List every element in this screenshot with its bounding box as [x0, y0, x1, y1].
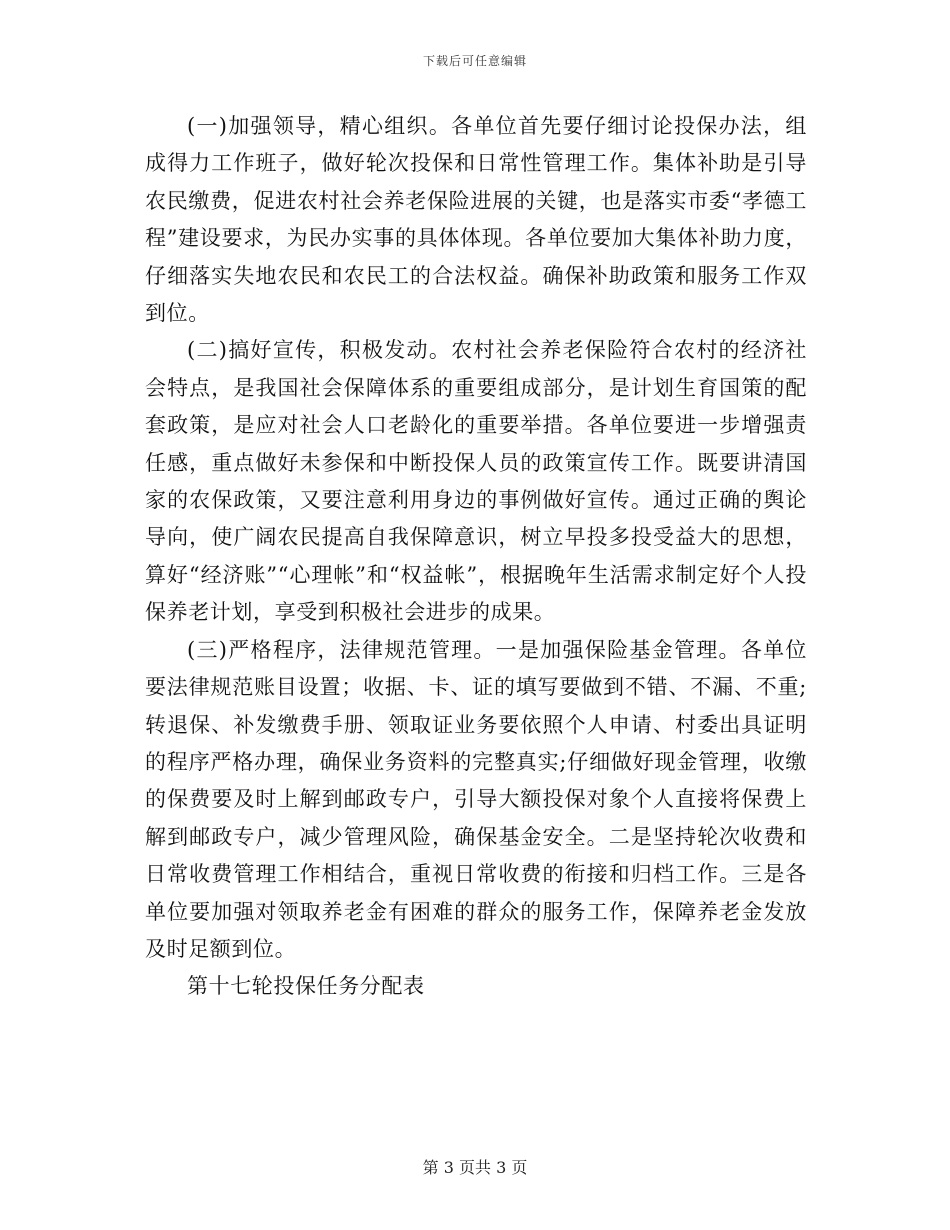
paragraph-one: (一)加强领导，精心组织。各单位首先要仔细讨论投保办法，组成得力工作班子，做好轮次投保和日常性管理工作。集体补助是引导农民缴费，促进农村社会养老保险进展的关键，也是落实市委“孝德工程”建设要求，为民办实事的具体体现。各单位要加大集体补助力度，仔细落实失地农民和农民工的合法权益。确保补助政策和服务工作双到位。 — [145, 114, 807, 326]
page-number-footer: 第 3 页共 3 页 — [422, 1158, 528, 1177]
paragraph-two: (二)搞好宣传，积极发动。农村社会养老保险符合农村的经济社会特点，是我国社会保障体系的重要组成部分，是计划生育国策的配套政策，是应对社会人口老龄化的重要举措。各单位要进一步增强责任感，重点做好未参保和中断投保人员的政策宣传工作。既要讲清国家的农保政策，又要注意利用身边的事例做好宣传。通过正确的舆论导向，使广阔农民提高自我保障意识，树立早投多投受益大的思想，算好“经济账”“心理帐”和“权益帐”，根据晚年生活需求制定好个人投保养老计划，享受到积极社会进步的成果。 — [145, 338, 807, 625]
document-body — [145, 108, 807, 1006]
paragraph-three: (三)严格程序，法律规范管理。一是加强保险基金管理。各单位要法律规范账目设置；收据、卡、证的填写要做到不错、不漏、不重;转退保、补发缴费手册、领取证业务要依照个人申请、村委出具证明的程序严格办理，确保业务资料的完整真实;仔细做好现金管理，收缴的保费要及时上解到邮政专户，引导大额投保对象个人直接将保费上解到邮政专户，减少管理风险，确保基金安全。二是坚持轮次收费和日常收费管理工作相结合，重视日常收费的衔接和归档工作。三是各单位要加强对领取养老金有困难的群众的服务工作，保障养老金发放及时足额到位。 — [145, 637, 807, 961]
table-title: 第十七轮投保任务分配表 — [187, 974, 425, 999]
page-header: 下载后可任意编辑 — [422, 54, 527, 68]
